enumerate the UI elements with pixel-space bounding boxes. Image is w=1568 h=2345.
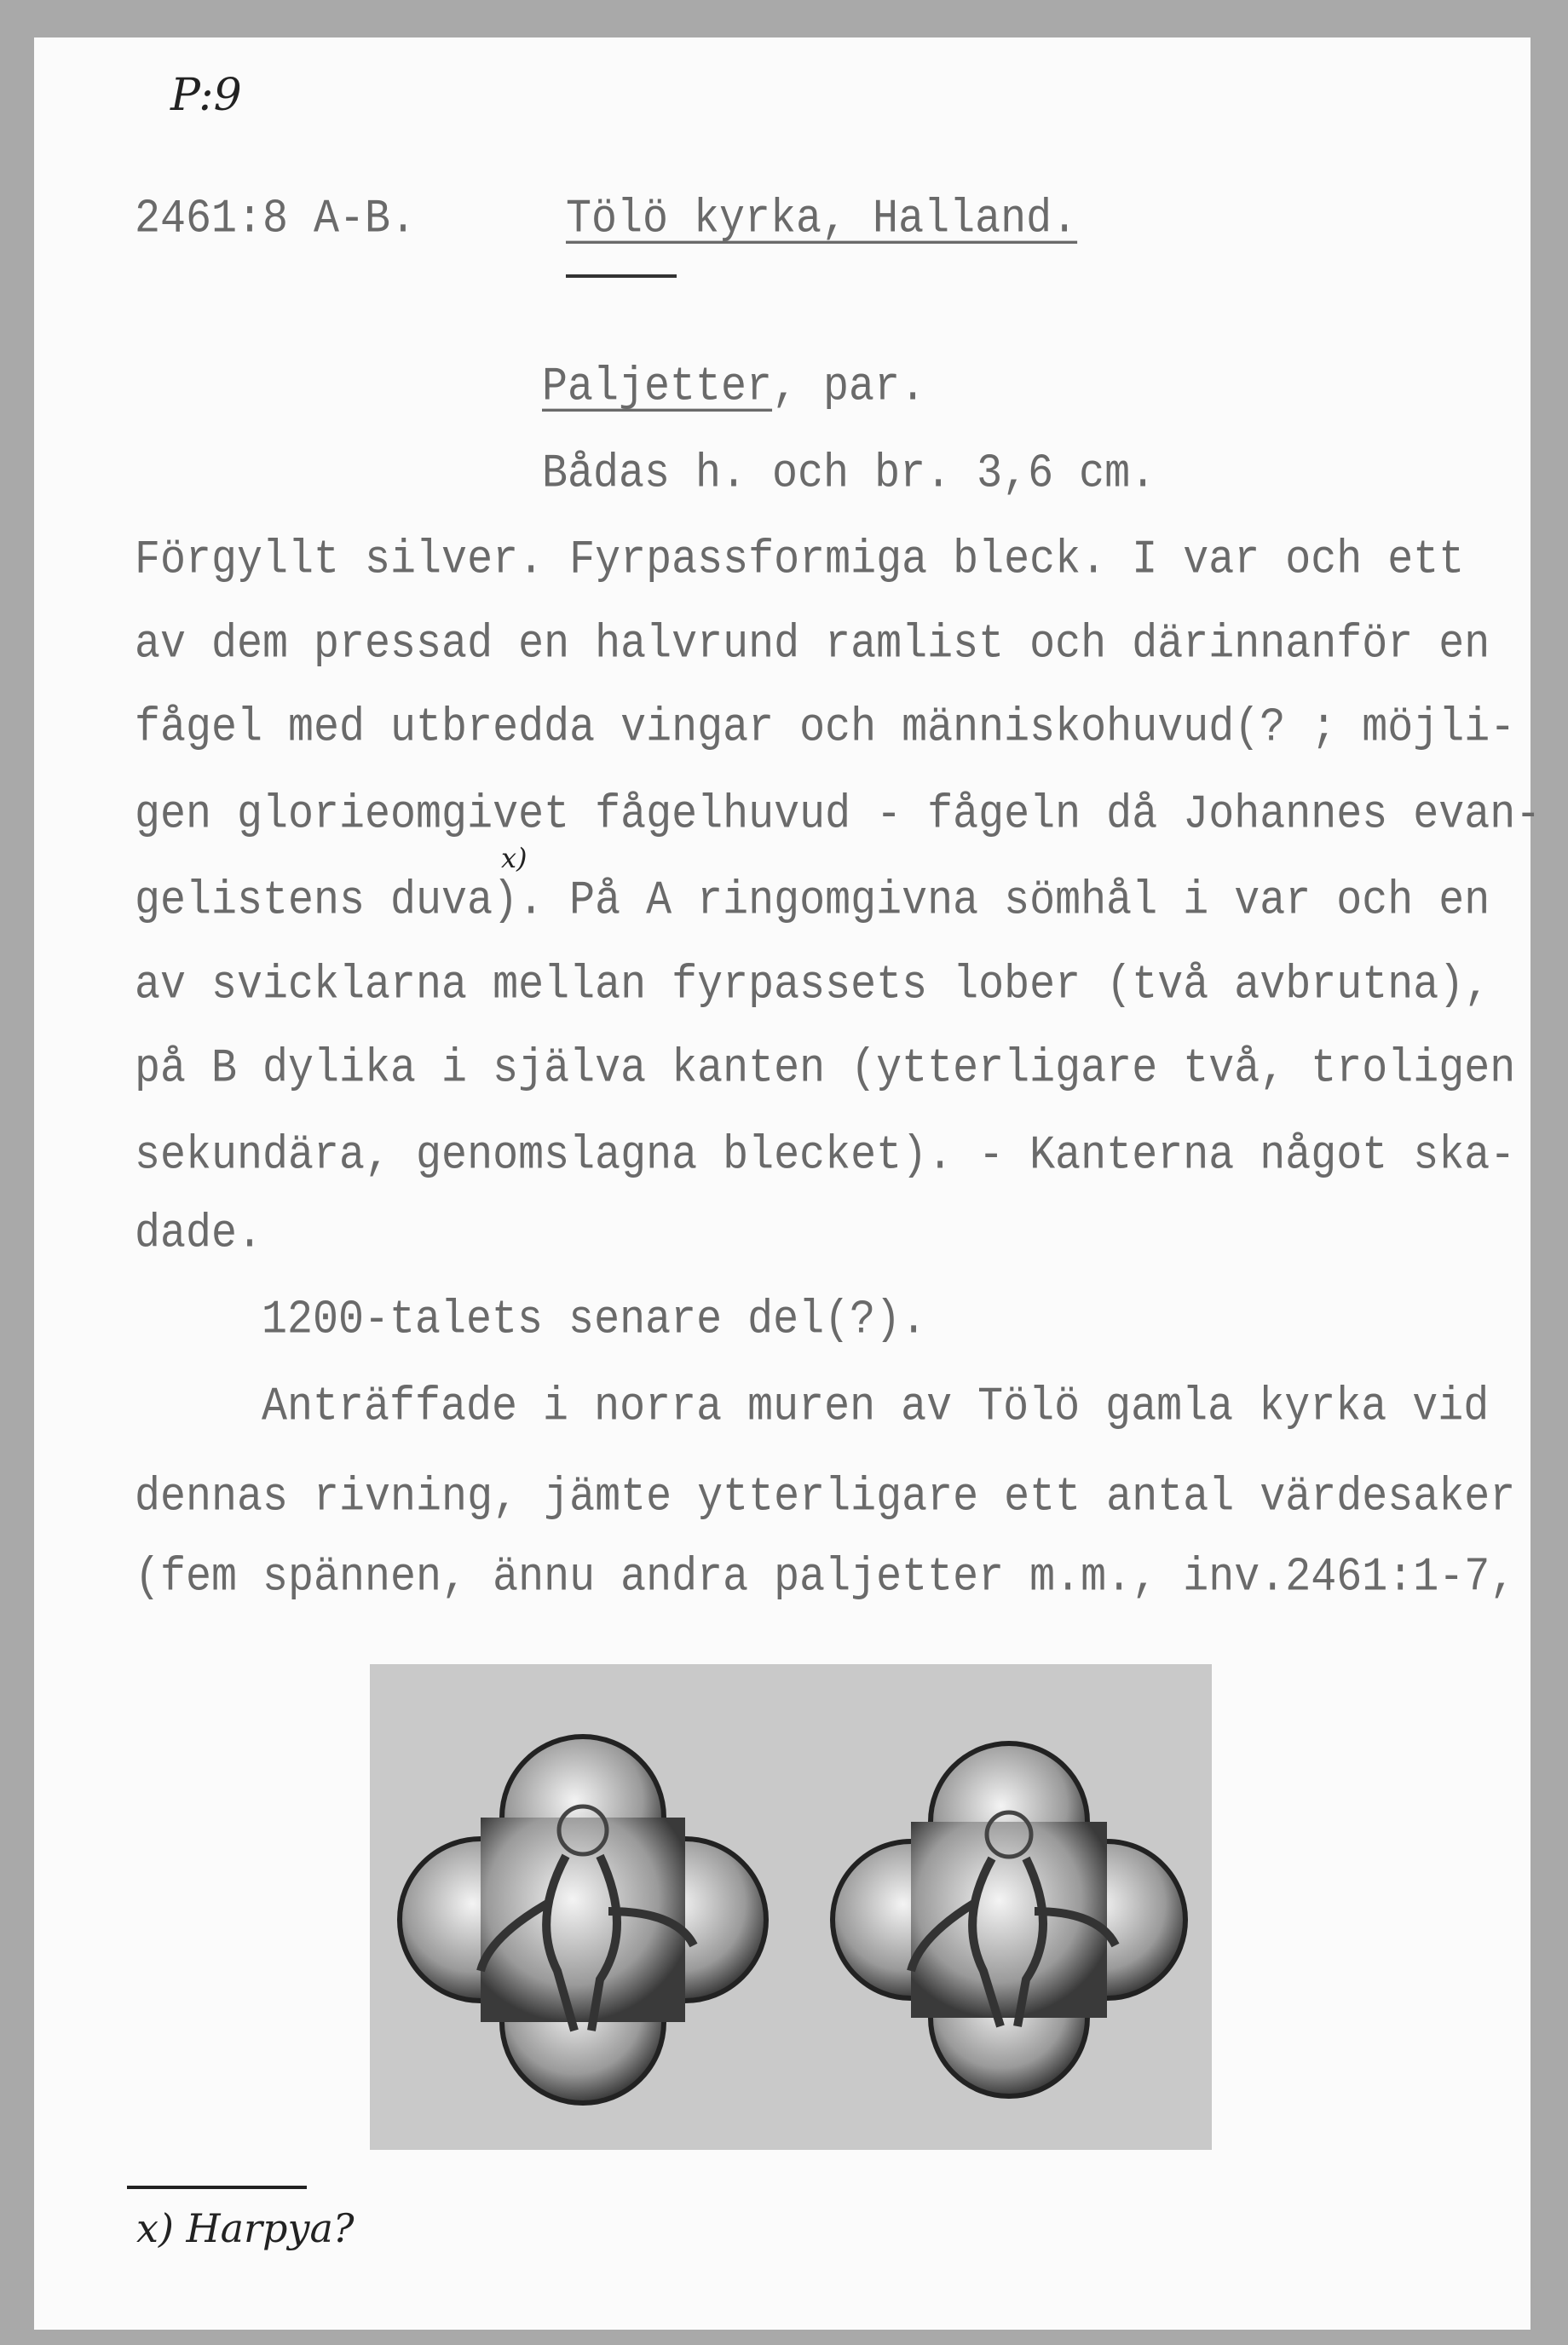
object-suffix: , par. [772,360,926,415]
find-line: Anträffade i norra muren av Tölö gamla kyrka vid [262,1380,1490,1435]
mount-b [833,1743,1185,2096]
inventory-number: 2461:8 A-B. [135,192,417,247]
description-line: dade. [135,1207,263,1262]
footnote-rule [127,2186,307,2189]
description-line: gelistens duva). På A ringomgivna sömhål i var och en [135,873,1490,929]
description-line: på B dylika i själva kanten (ytterligare två, troligen [135,1041,1516,1097]
object-name: Paljetter [542,360,773,415]
description-line: av svicklarna mellan fyrpassets lober (två avbrutna), [135,958,1490,1013]
description-line: sekundära, genomslagna blecket). - Kanterna något ska- [135,1128,1516,1184]
object-title [542,360,926,415]
handwritten-page-number: P:9 [170,70,242,121]
dating: 1200-talets senare del(?). [262,1293,927,1348]
location-title: Tölö kyrka, Halland. [566,192,1078,247]
description-line: fågel med utbredda vingar och människohuvud(? ; möjli- [135,700,1516,756]
mount-a [400,1737,766,2103]
description-line: av dem pressad en halvrund ramlist och därinnanför en [135,617,1490,672]
description-line: gen glorieomgivet fågelhuvud - fågeln då Johannes evan- [135,787,1542,843]
quatrefoil-mounts-image [370,1664,1212,2150]
description-line: Förgyllt silver. Fyrpassformiga bleck. I var och ett [135,533,1465,588]
dimensions: Bådas h. och br. 3,6 cm. [542,447,1156,502]
underline-stroke [566,274,677,278]
find-line: dennas rivning, jämte ytterligare ett antal värdesaker [135,1470,1516,1525]
handwritten-footnote: x) Harpya? [136,2205,355,2251]
footnote-marker: x) [501,842,527,874]
artifact-photograph [370,1664,1212,2150]
find-line: (fem spännen, ännu andra paljetter m.m., inv.2461:1-7, [135,1550,1516,1605]
